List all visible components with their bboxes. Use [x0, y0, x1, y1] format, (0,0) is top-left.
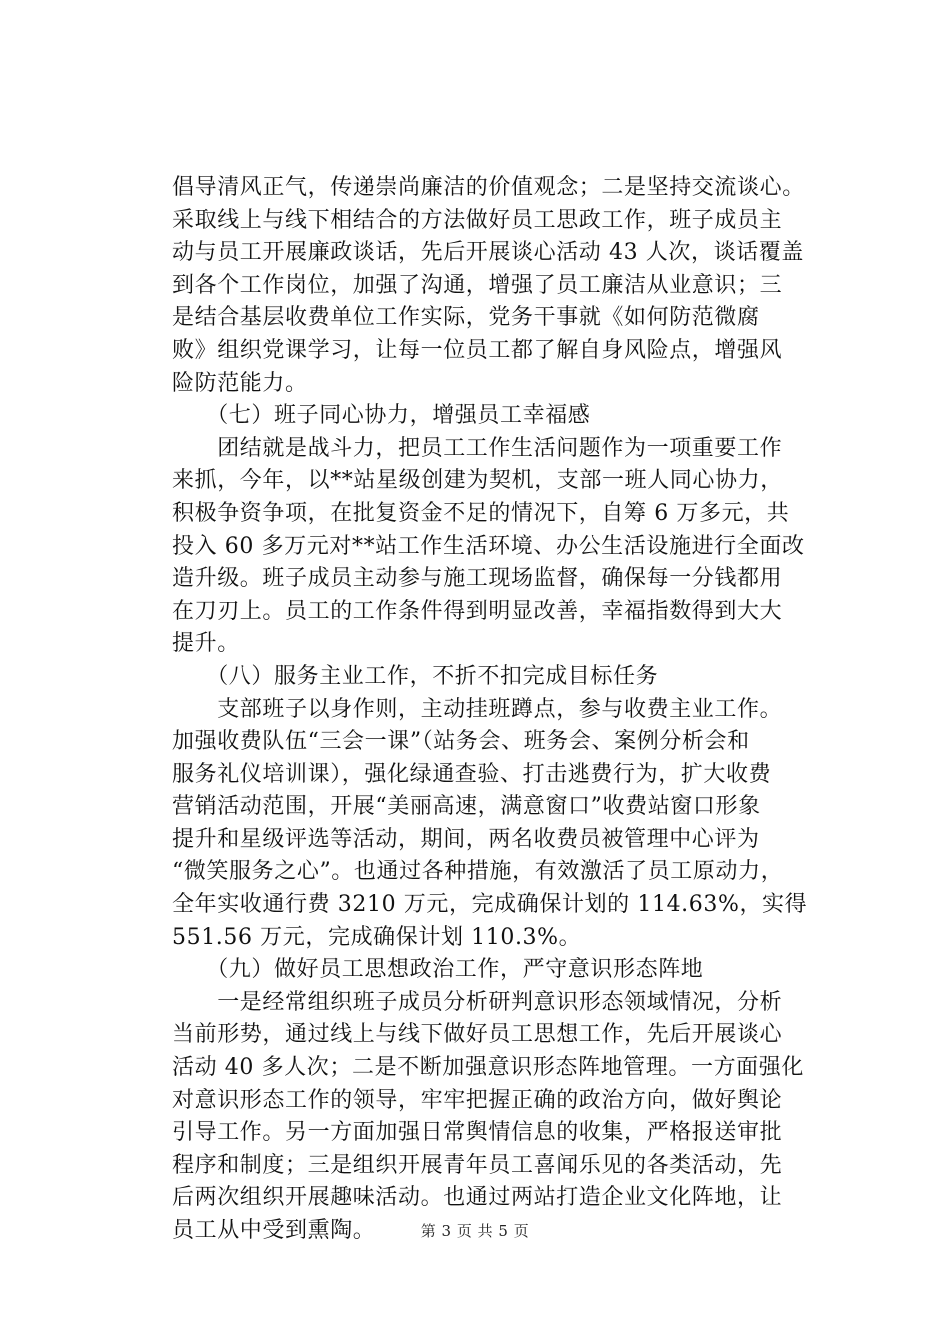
text-line: 支部班子以身作则，主动挂班蹲点，参与收费主业工作。	[172, 696, 783, 722]
text-line: 险防范能力。	[172, 370, 308, 396]
text-line: 程序和制度；三是组织开展青年员工喜闻乐见的各类活动，先	[172, 1152, 783, 1178]
text-line: 积极争资争项，在批复资金不足的情况下，自筹 6 万多元，共	[172, 500, 790, 526]
text-line: 提升和星级评选等活动，期间，两名收费员被管理中心评为	[172, 826, 760, 852]
text-line: 引导工作。另一方面加强日常舆情信息的收集，严格报送审批	[172, 1120, 783, 1146]
text-line: 当前形势，通过线上与线下做好员工思想工作，先后开展谈心	[172, 1022, 783, 1048]
text-line: 倡导清风正气，传递崇尚廉洁的价值观念；二是坚持交流谈心。	[172, 175, 805, 200]
page-number-footer: 第 3 页 共 5 页	[420, 1222, 530, 1240]
text-line: 营销活动范围，开展“美丽高速，满意窗口”收费站窗口形象	[172, 794, 761, 820]
text-line: 提升。	[172, 631, 240, 657]
text-line: 败》组织党课学习，让每一位员工都了解自身风险点，增强风	[172, 337, 783, 363]
text-line: 在刀刃上。员工的工作条件得到明显改善，幸福指数得到大大	[172, 598, 783, 624]
section-heading: （九）做好员工思想政治工作，严守意识形态阵地	[172, 957, 704, 983]
section-heading: （八）服务主业工作，不折不扣完成目标任务	[172, 663, 659, 689]
text-line: 活动 40 多人次；二是不断加强意识形态阵地管理。一方面强化	[172, 1055, 804, 1081]
text-line: 员工从中受到熏陶。	[172, 1218, 376, 1243]
text-line: 后两次组织开展趣味活动。也通过两站打造企业文化阵地，让	[172, 1185, 783, 1211]
text-line: 团结就是战斗力，把员工工作生活问题作为一项重要工作	[172, 435, 783, 461]
text-line: 一是经常组织班子成员分析研判意识形态领域情况，分析	[172, 989, 783, 1015]
text-line: 加强收费队伍“三会一课”（站务会、班务会、案例分析会和	[172, 729, 750, 755]
section-heading: （七）班子同心协力，增强员工幸福感	[172, 403, 591, 429]
text-line: 全年实收通行费 3210 万元，完成确保计划的 114.63%，实得	[172, 892, 808, 918]
text-line: 来抓，今年，以**站星级创建为契机，支部一班人同心协力，	[172, 468, 783, 494]
text-line: 到各个工作岗位，加强了沟通，增强了员工廉洁从业意识；三	[172, 272, 783, 298]
text-line: 服务礼仪培训课），强化绿通查验、打击逃费行为，扩大收费	[172, 761, 772, 787]
text-line: 投入 60 多万元对**站工作生活环境、办公生活设施进行全面改	[172, 533, 805, 559]
text-line: “微笑服务之心”。也通过各种措施，有效激活了员工原动力，	[172, 859, 784, 885]
text-line: 551.56 万元，完成确保计划 110.3%。	[172, 924, 582, 950]
text-line: 造升级。班子成员主动参与施工现场监督，确保每一分钱都用	[172, 566, 783, 592]
text-line: 是结合基层收费单位工作实际，党务干事就《如何防范微腐	[172, 305, 760, 331]
text-line: 动与员工开展廉政谈话，先后开展谈心活动 43 人次，谈话覆盖	[172, 240, 804, 266]
body-text	[172, 172, 832, 1248]
text-line: 对意识形态工作的领导，牢牢把握正确的政治方向，做好舆论	[172, 1087, 783, 1113]
text-line: 采取线上与线下相结合的方法做好员工思政工作，班子成员主	[172, 207, 783, 233]
